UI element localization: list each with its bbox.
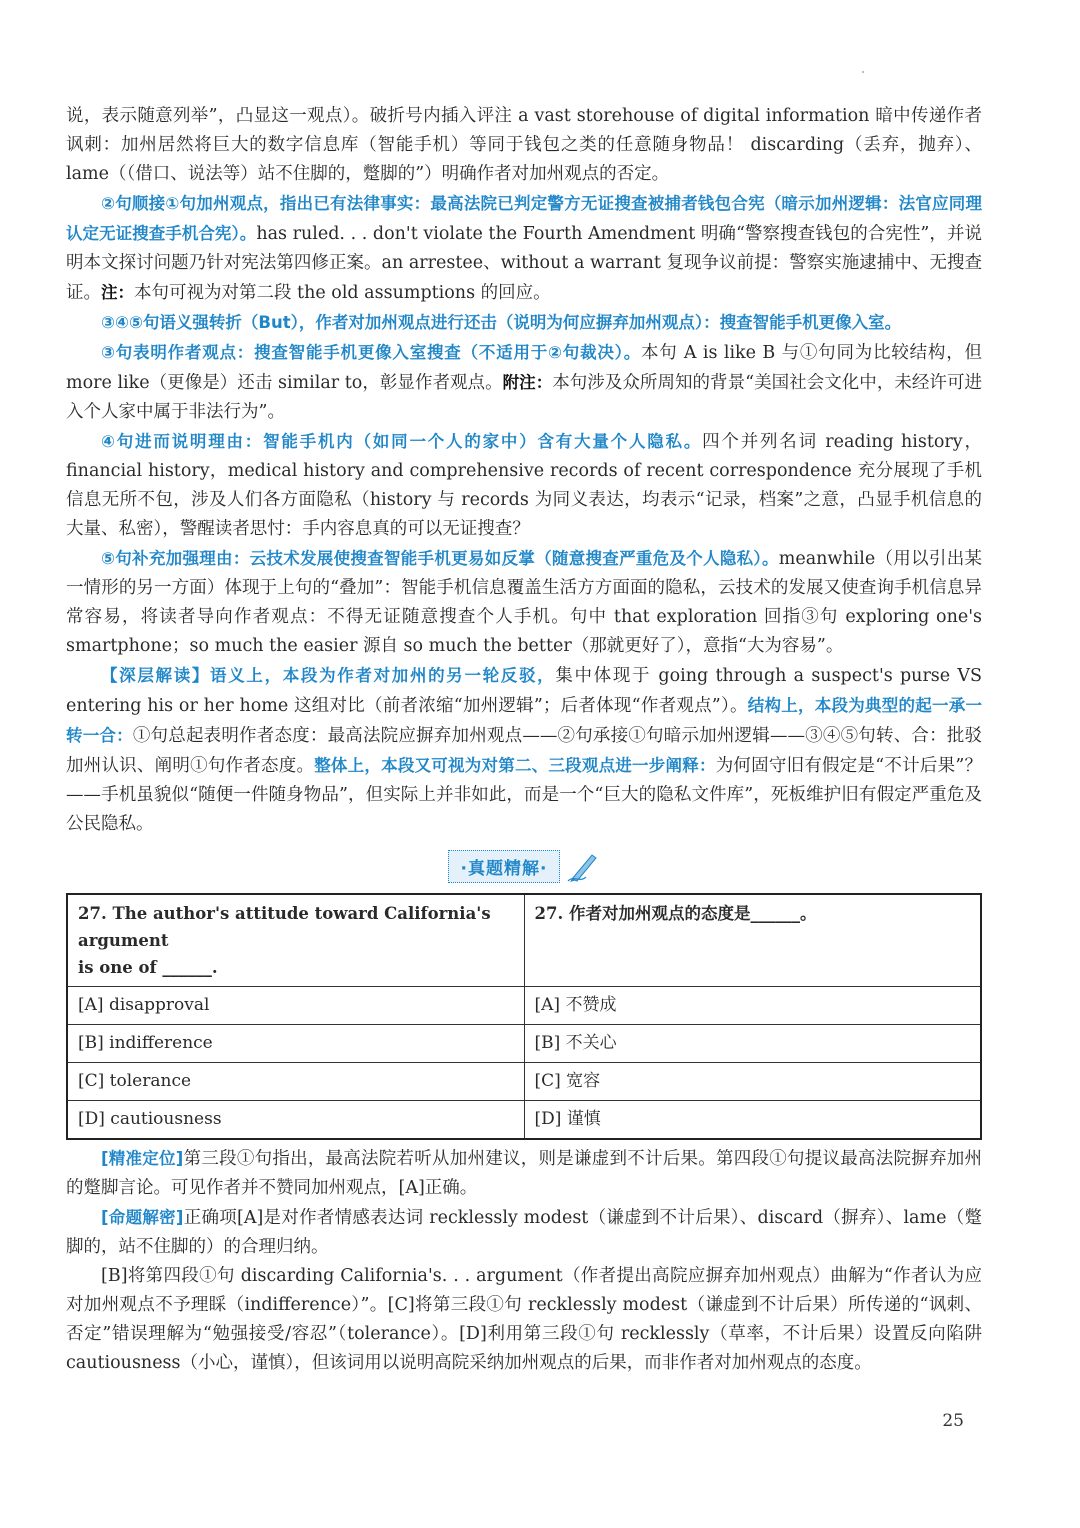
paragraph-text: 说，表示随意列举”，凸显这一观点）。破折号内插入评注 a vast storehouse of digital information 暗中传递作者讽刺：加州居然将巨大的数字信息库（智能手机）等同于钱包之类的任意随身物品！ discarding（丢弃，抛弃）、lame（（借口、说法等）站不住脚的，蹩脚的”）明确作者对加州观点的否定。 [66, 106, 982, 184]
key-point: ④句进而说明理由：智能手机内（如同一个人的家中）含有大量个人隐私。 [101, 432, 703, 451]
option-zh: [C] 宽容 [524, 1063, 981, 1101]
paragraph-2 [66, 189, 982, 308]
option-en: [A] disapproval [67, 987, 524, 1025]
option-zh: [B] 不关心 [524, 1025, 981, 1063]
note-text: 本句可视为对第二段 the old assumptions 的回应。 [134, 283, 551, 303]
option-row [67, 1025, 981, 1063]
question-en-line: 27. The author's attitude toward California's argument [78, 904, 491, 950]
question-zh: 27. 作者对加州观点的态度是______。 [524, 894, 981, 987]
key-point: 整体上，本段又可视为对第二、三段观点进一步阐释： [314, 756, 716, 775]
note-label: 附注： [502, 373, 553, 392]
option-en: [C] tolerance [67, 1063, 524, 1101]
option-row [67, 1063, 981, 1101]
page-number: 25 [942, 1411, 964, 1431]
paragraph-deep-analysis [66, 661, 982, 839]
option-zh: [D] 谨慎 [524, 1101, 981, 1140]
paragraph-text: ①句总起表明作者态度：最高法院应摒弃加州观点——②句承接①句暗示加州逻辑——③④⑤句转、合：批驳加州认识、阐明①句作者态度。 [66, 726, 983, 776]
section-tag: [精准定位] [101, 1149, 184, 1168]
question-row [67, 894, 981, 987]
paragraph-text: 第三段①句指出，最高法院若听从加州建议，则是谦虚到不计后果。第四段①句提议最高法院摒弃加州的蹩脚言论。可见作者并不赞同加州观点，[A]正确。 [66, 1149, 982, 1198]
option-row [67, 987, 981, 1025]
option-en: [B] indifference [67, 1025, 524, 1063]
key-point: ③④⑤句语义强转折（But），作者对加州观点进行还击（说明为何应摒弃加州观点）：搜查智能手机更像入室。 [101, 313, 902, 332]
paragraph-text: 本句 A is like B 与①句同为比较结构，但 more like（更像是）还击 similar to，彰显作者观点。 [66, 343, 982, 393]
paragraph-3 [66, 308, 982, 338]
paragraph-text: meanwhile（用以引出某一情形的另一方面）体现于上句的“叠加”：智能手机信息覆盖生活方方面面的隐私，云技术的发展又使查询手机信息异常容易，将读者导向作者观点：不得无证随意搜查个人手机。句中 that exploration 回指③句 exploring one's smartphone；so much the easier 源自 so much the better（那就更好了），意指“大为容易”。 [66, 549, 982, 656]
option-zh: [A] 不赞成 [524, 987, 981, 1025]
key-point: 语义上，本段为作者对加州的另一轮反驳， [210, 666, 556, 685]
paragraph-distractors [66, 1262, 982, 1378]
paragraph-location [66, 1144, 982, 1203]
question-table [66, 893, 982, 1140]
paragraph-text: 为何固守旧有假定是“不计后果”？——手机虽貌似“随便一件随身物品”，但实际上并非如此，而是一个“巨大的隐私文件库”，死板维护旧有假定严重危及公民隐私。 [66, 756, 983, 834]
key-point: ③句表明作者观点：搜查智能手机更像入室搜查（不适用于②句裁决）。 [101, 343, 641, 362]
paragraph-6 [66, 544, 982, 661]
paragraph-text: 集中体现于 going through a suspect's purse VS entering his or her home 这组对比（前者浓缩“加州逻辑”；后者体现“作者观点”）。 [66, 666, 983, 716]
paragraph-text: has ruled. . . don't violate the Fourth Amendment 明确“警察搜查钱包的合宪性”，并说明本文探讨问题乃针对宪法第四修正案。an arrestee、without a warrant 复现争议前提：警察实施逮捕中、无搜查证。 [66, 224, 983, 303]
section-label: ·真题精解· [448, 850, 561, 883]
scan-mark [862, 71, 864, 73]
content [66, 102, 982, 1378]
note-label: 注： [101, 283, 134, 302]
section-tag: 【深层解读】 [101, 666, 211, 685]
question-en [67, 894, 524, 987]
paragraph-text: 四个并列名词 reading history，financial history，medical history and comprehensive records of recent correspondence 充分展现了手机信息无所不包，涉及人们各方面隐私（history 与 records 为同义表达，均表示“记录，档案”之意，凸显手机信息的大量、私密），警醒读者思忖：手内容息真的可以无证搜查？ [66, 432, 982, 539]
paragraph-text: [B]将第四段①句 discarding California's. . . argument（作者提出高院应摒弃加州观点）曲解为“作者认为应对加州观点不予理睬（indifference）”。[C]将第三段①句 recklessly modest（谦虚到不计后果）所传递的“讽刺、否定”错误理解为“勉强接受/容忍”（tolerance）。[D]利用第三段①句 recklessly（草率，不计后果）设置反向陷阱 cautiousness（小心，谨慎），但该词用以说明高院采纳加州观点的后果，而非作者对加州观点的态度。 [66, 1266, 982, 1373]
key-point: 结构上，本段为典型的起一承一转一合： [66, 696, 982, 745]
paragraph-1 [66, 102, 982, 189]
question-en-line: is one of ______. [78, 958, 218, 977]
option-en: [D] cautiousness [67, 1101, 524, 1140]
key-point: ②句顺接①句加州观点，指出已有法律事实：最高法院已判定警方无证搜查被捕者钱包合宪（暗示加州逻辑：法官应同理认定无证搜查手机合宪）。 [66, 194, 982, 243]
paragraph-4 [66, 338, 982, 427]
key-point: ⑤句补充加强理由：云技术发展使搜查智能手机更易如反掌（随意搜查严重危及个人隐私）。 [101, 549, 779, 568]
paragraph-decode [66, 1203, 982, 1262]
section-tag: [命题解密] [101, 1208, 184, 1227]
paragraph-5 [66, 427, 982, 544]
note-text: 本句涉及众所周知的背景“美国社会文化中，未经许可进入个人家中属于非法行为”。 [66, 373, 983, 422]
pen-icon [566, 849, 600, 883]
section-heading [66, 849, 982, 883]
paragraph-text: 正确项[A]是对作者情感表达词 recklessly modest（谦虚到不计后果）、discard（摒弃）、lame（蹩脚的，站不住脚的）的合理归纳。 [66, 1208, 982, 1257]
option-row [67, 1101, 981, 1140]
